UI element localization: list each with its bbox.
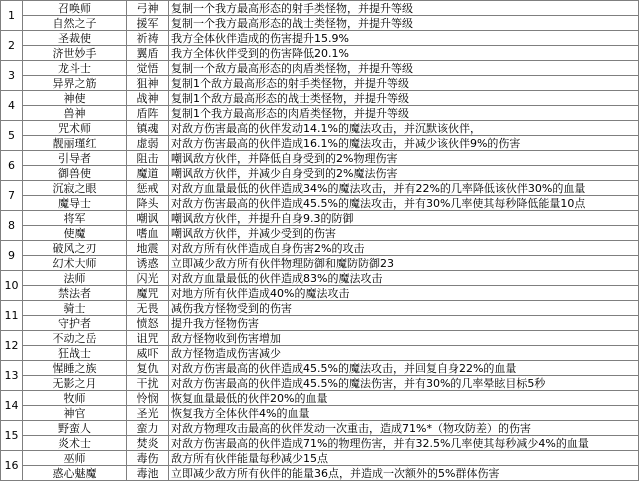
table-row: [1, 76, 639, 91]
skill-effect-cell: 对敌方伤害最高的伙伴造成45.5%的魔法攻击，并回复自身22%的血量: [169, 361, 639, 376]
skill-name-cell: 惩戒: [127, 181, 169, 196]
table-row: [1, 166, 639, 181]
table-row: [1, 16, 639, 31]
skill-name-cell: 虚弱: [127, 136, 169, 151]
class-name-cell: 龙斗士: [23, 61, 127, 76]
class-name-cell: 牧师: [23, 391, 127, 406]
skill-name-cell: 镇魂: [127, 121, 169, 136]
skill-effect-cell: 我方全体伙伴受到的伤害降低20.1%: [169, 46, 639, 61]
table-row: [1, 316, 639, 331]
skill-name-cell: 盾阵: [127, 106, 169, 121]
table-row: [1, 121, 639, 136]
skill-effect-cell: 对敌方血量最低的伙伴造成34%的魔法攻击，并有22%的几率降低该伙伴30%的血量: [169, 181, 639, 196]
skill-name-cell: 魔咒: [127, 286, 169, 301]
class-name-cell: 无影之月: [23, 376, 127, 391]
table-row: [1, 346, 639, 361]
skill-effect-cell: 对敌方伤害最高的伙伴造成45.5%的魔法伤害，并有30%的几率晕眩目标5秒: [169, 376, 639, 391]
table-row: [1, 181, 639, 196]
skill-name-cell: 援军: [127, 16, 169, 31]
class-name-cell: 魔导士: [23, 196, 127, 211]
table-row: [1, 451, 639, 466]
table-row: [1, 436, 639, 451]
class-name-cell: 炎术士: [23, 436, 127, 451]
table-row: [1, 361, 639, 376]
class-name-cell: 法师: [23, 271, 127, 286]
skill-effect-cell: 对敌方物理攻击最高的伙伴发动一次重击，造成71%*（物攻防差）的伤害: [169, 421, 639, 436]
skill-name-cell: 翼盾: [127, 46, 169, 61]
skill-name-cell: 战神: [127, 91, 169, 106]
skill-name-cell: 降头: [127, 196, 169, 211]
class-name-cell: 惺睡之族: [23, 361, 127, 376]
class-name-cell: 圣裁使: [23, 31, 127, 46]
skill-effect-cell: 恢复我方全体伙伴4%的血量: [169, 406, 639, 421]
skill-effect-cell: 敌方怪物收到伤害增加: [169, 331, 639, 346]
skill-name-cell: 觉悟: [127, 61, 169, 76]
skill-name-cell: 干扰: [127, 376, 169, 391]
skill-effect-cell: 复制1个敌方最高形态的射手类怪物，并提升等级: [169, 76, 639, 91]
class-name-cell: 惑心魅魔: [23, 466, 127, 481]
table-row: [1, 376, 639, 391]
table-row: [1, 301, 639, 316]
table-row: [1, 31, 639, 46]
skill-effect-cell: 对敌方伤害最高的伙伴造成16.1%的魔法攻击，并减少该伙伴9%的伤害: [169, 136, 639, 151]
skill-effect-cell: 立即减少敌方所有伙伴的能量36点，并造成一次额外的5%群体伤害: [169, 466, 639, 481]
table-row: [1, 241, 639, 256]
skill-effect-cell: 对敌方伤害最高的伙伴造成45.5%的魔法攻击，并有30%几率使其每秒降低能量10点: [169, 196, 639, 211]
group-number: 11: [1, 301, 23, 331]
skill-effect-cell: 恢复血量最低的伙伴20%的血量: [169, 391, 639, 406]
table-row: [1, 271, 639, 286]
skill-name-cell: 嗜血: [127, 226, 169, 241]
skill-name-cell: 闪光: [127, 271, 169, 286]
table-row: [1, 226, 639, 241]
skill-effect-cell: 我方全体伙伴造成的伤害提升15.9%: [169, 31, 639, 46]
table-row: [1, 46, 639, 61]
skill-effect-cell: 复制一个我方最高形态的射手类怪物，并提升等级: [169, 1, 639, 16]
group-number: 9: [1, 241, 23, 271]
class-name-cell: 异界之筋: [23, 76, 127, 91]
skill-name-cell: 地震: [127, 241, 169, 256]
group-number: 10: [1, 271, 23, 301]
class-name-cell: 引导者: [23, 151, 127, 166]
skill-effect-cell: 敌方怪物造成伤害减少: [169, 346, 639, 361]
skill-name-cell: 诱惑: [127, 256, 169, 271]
table-row: [1, 391, 639, 406]
skill-effect-cell: 嘲讽敌方伙伴，并提升自身9.3的防御: [169, 211, 639, 226]
group-number: 13: [1, 361, 23, 391]
skill-name-cell: 狙神: [127, 76, 169, 91]
class-name-cell: 沉寂之眼: [23, 181, 127, 196]
class-name-cell: 神使: [23, 91, 127, 106]
skill-name-cell: 阻击: [127, 151, 169, 166]
table-row: [1, 61, 639, 76]
skill-name-cell: 复仇: [127, 361, 169, 376]
class-name-cell: 不动之岳: [23, 331, 127, 346]
skill-name-cell: 无畏: [127, 301, 169, 316]
group-number: 3: [1, 61, 23, 91]
group-number: 6: [1, 151, 23, 181]
table-row: [1, 136, 639, 151]
skill-effect-cell: 敌方所有伙伴能量每秒减少15点: [169, 451, 639, 466]
group-number: 15: [1, 421, 23, 451]
group-number: 16: [1, 451, 23, 481]
group-number: 14: [1, 391, 23, 421]
table-row: [1, 466, 639, 481]
class-name-cell: 靓丽瑾红: [23, 136, 127, 151]
skill-effect-cell: 嘲讽敌方伙伴，并降低自身受到的2%物理伤害: [169, 151, 639, 166]
skill-name-cell: 魔道: [127, 166, 169, 181]
skill-name-cell: 祈祷: [127, 31, 169, 46]
class-name-cell: 自然之子: [23, 16, 127, 31]
group-number: 7: [1, 181, 23, 211]
skill-effect-cell: 嘲讽敌方伙伴，并减少自身受到的2%魔法伤害: [169, 166, 639, 181]
skill-name-cell: 焚炎: [127, 436, 169, 451]
skill-name-cell: 威吓: [127, 346, 169, 361]
class-name-cell: 狂战士: [23, 346, 127, 361]
skill-effect-cell: 提升我方怪物伤害: [169, 316, 639, 331]
skill-name-cell: 弓神: [127, 1, 169, 16]
group-number: 2: [1, 31, 23, 61]
class-name-cell: 骑士: [23, 301, 127, 316]
skill-name-cell: 圣光: [127, 406, 169, 421]
skill-effect-cell: 对敌方所有伙伴造成自身伤害2%的攻击: [169, 241, 639, 256]
table-row: [1, 1, 639, 16]
class-name-cell: 将军: [23, 211, 127, 226]
group-number: 12: [1, 331, 23, 361]
skill-name-cell: 愤怒: [127, 316, 169, 331]
class-name-cell: 召唤师: [23, 1, 127, 16]
table-row: [1, 151, 639, 166]
table-row: [1, 256, 639, 271]
class-name-cell: 禁法者: [23, 286, 127, 301]
table-row: [1, 421, 639, 436]
table-row: [1, 106, 639, 121]
group-number: 1: [1, 1, 23, 31]
class-name-cell: 兽神: [23, 106, 127, 121]
class-name-cell: 济世妙手: [23, 46, 127, 61]
skill-name-cell: 诅咒: [127, 331, 169, 346]
class-name-cell: 守护者: [23, 316, 127, 331]
skill-effect-cell: 减伤我方怪物受到的伤害: [169, 301, 639, 316]
skill-effect-cell: 复制一个敌方最高形态的肉盾类怪物，并提升等级: [169, 61, 639, 76]
group-number: 8: [1, 211, 23, 241]
skill-name-cell: 蛮力: [127, 421, 169, 436]
group-number: 5: [1, 121, 23, 151]
skill-effect-cell: 复制1个我方最高形态的肉盾类怪物，并提升等级: [169, 106, 639, 121]
class-name-cell: 野蛮人: [23, 421, 127, 436]
class-name-cell: 咒术师: [23, 121, 127, 136]
class-name-cell: 御兽使: [23, 166, 127, 181]
class-name-cell: 巫师: [23, 451, 127, 466]
skill-effect-cell: 对地方所有伙伴造成40%的魔法攻击: [169, 286, 639, 301]
group-number: 4: [1, 91, 23, 121]
table-row: [1, 196, 639, 211]
skill-effect-cell: 复制1个敌方最高形态的战士类怪物，并提升等级: [169, 91, 639, 106]
skill-name-cell: 嘲讽: [127, 211, 169, 226]
table-row: [1, 331, 639, 346]
table-row: [1, 286, 639, 301]
table-row: [1, 406, 639, 421]
skill-name-cell: 毒伤: [127, 451, 169, 466]
skill-effect-cell: 对敌方伤害最高的伙伴发动14.1%的魔法攻击，并沉默该伙伴，: [169, 121, 639, 136]
table-row: [1, 91, 639, 106]
class-name-cell: 幻术大师: [23, 256, 127, 271]
table-row: [1, 211, 639, 226]
class-name-cell: 使魔: [23, 226, 127, 241]
skill-effect-cell: 对敌方伤害最高的伙伴造成71%的物理伤害，并有32.5%几率使其每秒减少4%的血量: [169, 436, 639, 451]
skill-name-cell: 毒池: [127, 466, 169, 481]
skill-table-body: [1, 1, 639, 481]
skill-effect-cell: 对敌方血量最低的伙伴造成83%的魔法攻击: [169, 271, 639, 286]
skill-effect-cell: 复制一个我方最高形态的战士类怪物，并提升等级: [169, 16, 639, 31]
skill-name-cell: 怜悯: [127, 391, 169, 406]
class-name-cell: 破风之刃: [23, 241, 127, 256]
skill-effect-cell: 立即减少敌方所有伙伴物理防御和魔防防御23: [169, 256, 639, 271]
class-name-cell: 神官: [23, 406, 127, 421]
skill-effect-cell: 嘲讽敌方伙伴，并减少受到的伤害: [169, 226, 639, 241]
